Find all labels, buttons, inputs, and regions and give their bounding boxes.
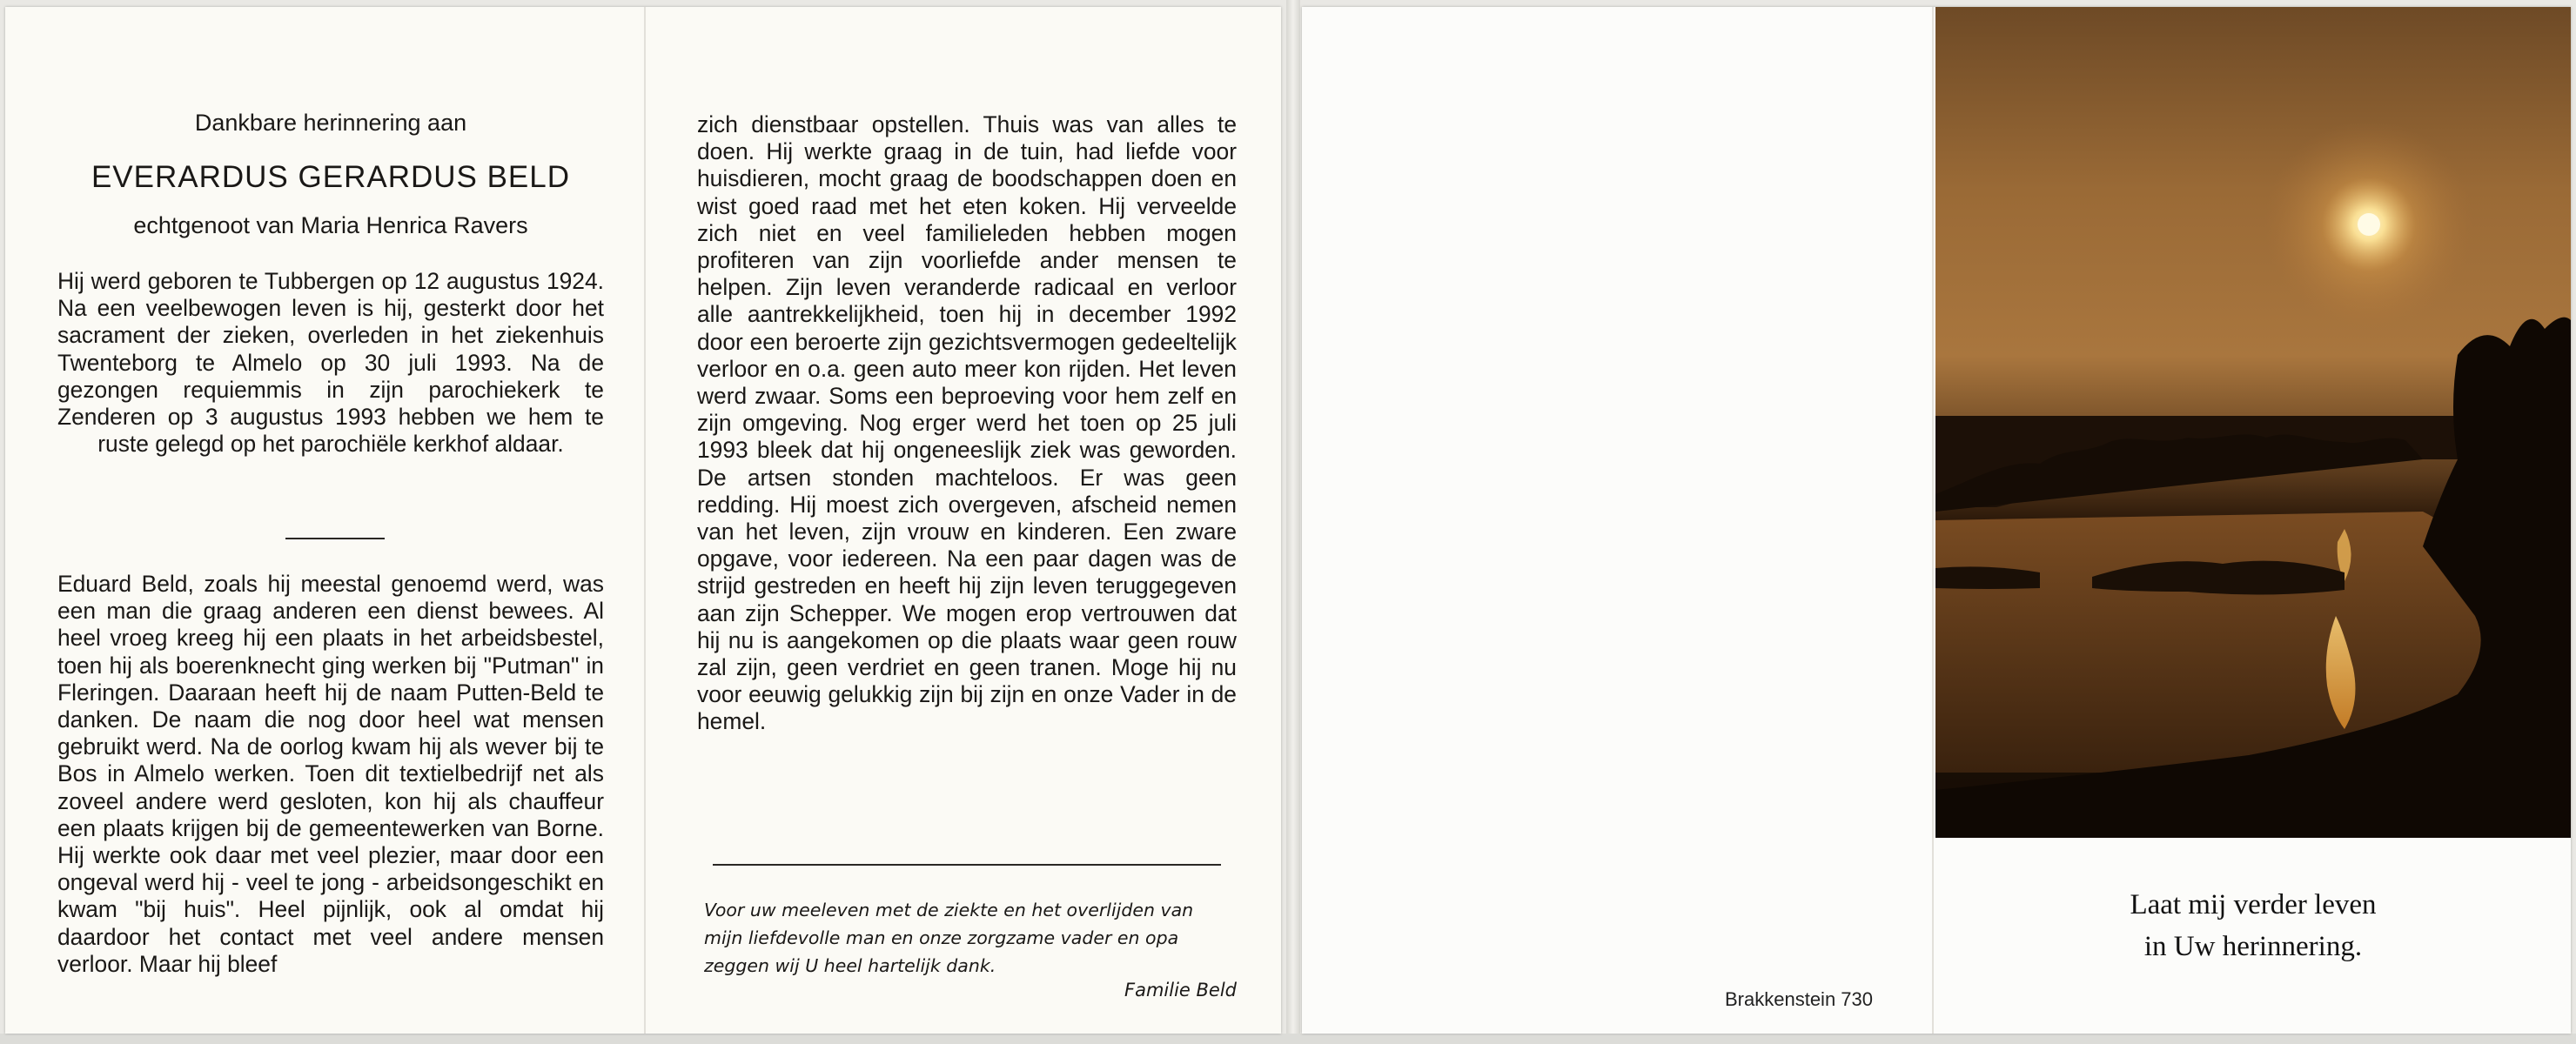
divider-short: [285, 538, 385, 539]
thanks-note: Voor uw meeleven met de ziekte en het overlijden van mijn liefdevolle man en onze zorgzame vader en opa zeggen wij U heel hartelijk dank.: [704, 900, 1194, 976]
spouse-line: echtgenoot van Maria Henrica Ravers: [133, 212, 528, 238]
sun: [2358, 213, 2380, 236]
biography-paragraph-1: Hij werd geboren te Tubbergen op 12 augustus 1924. Na een veelbewogen leven is hij, gesterkt door het sacrament der zieken, overleden in het ziekenhuis Twenteborg te Almelo op 30 juli 1993. Na de gezongen requiemmis in zijn parochiekerk te Zenderen op 3 augustus 1993 hebben we hem te ruste gelegd op het parochiële kerkhof aldaar.: [57, 268, 604, 458]
publisher-code: Brakkenstein 730: [1725, 988, 1873, 1010]
family-signature: Familie Beld: [1124, 980, 1237, 1000]
left-panel: [57, 7, 604, 1034]
caption-line-2: in Uw herinnering.: [2143, 931, 2363, 962]
outside-fold: [1932, 7, 1934, 1034]
caption-line-1: Laat mij verder leven: [2130, 889, 2377, 920]
divider-long: [713, 864, 1221, 866]
biography-paragraph-2: Eduard Beld, zoals hij meestal genoemd werd, was een man die graag anderen een dienst bewees. Al heel vroeg kreeg hij een plaats in het arbeidsbestel, toen hij als boerenknecht ging werken bij "Putman" in Fleringen. Daaraan heeft hij de naam Putten-Beld te danken. De naam die nog door heel wat mensen gebruikt werd. Na de oorlog kwam hij als wever bij te Bos in Almelo werken. Toen dit textielbedrijf net als zoveel andere werd gesloten, kon hij als chauffeur een plaats krijgen bij de gemeentewerken van Borne. Hij werkte ook daar met veel plezier, maar door een ongeval werd hij - veel te jong - arbeidsongeschikt en kwam "bij huis". Heel pijnlijk, ook al omdat hij daardoor het contact met veel andere mensen verloor. Maar hij bleef: [57, 571, 604, 977]
sunset-river-photo: [1935, 7, 2571, 838]
sunset-landscape-image: [1935, 7, 2571, 838]
memorial-caption: [1935, 884, 2571, 967]
memorial-card-inside: [5, 7, 1281, 1034]
deceased-name: EVERARDUS GERARDUS BELD: [91, 160, 571, 194]
intro-line: Dankbare herinnering aan: [194, 110, 467, 136]
biography-continued: zich dienstbaar opstellen. Thuis was van alles te doen. Hij werkte graag in de tuin, had liefde voor huisdieren, mocht graag de boodschappen doen en wist goed raad met het eten koken. Hij verveelde zich niet en veel familieleden hebben mogen profiteren van zijn voorliefde ander mensen te helpen. Zijn leven veranderde radicaal en verloor alle aantrekkelijkheid, toen hij in december 1992 door een beroerte zijn gezichtsvermogen gedeeltelijk verloor en o.a. geen auto meer kon rijden. Het leven werd zwaar. Soms een beproeving voor hem zelf en zijn omgeving. Nog erger werd het toen op 25 juli 1993 bleek dat hij ongeneeslijk ziek was geworden. De artsen stonden machteloos. Er was geen redding. Hij moest zich overgeven, afscheid nemen van het leven, zijn vrouw en kinderen. Een zware opgave, voor iedereen. Na een paar dagen was de strijd gestreden en heeft hij zijn leven teruggegeven aan zijn Schepper. We mogen erop vertrouwen dat hij nu is aangekomen op die plaats waar geen rouw zal zijn, geen verdriet en geen tranen. Moge hij nu voor eeuwig gelukkig zijn bij zijn en onze Vader in de hemel.: [697, 111, 1237, 735]
fold-gap: [1286, 0, 1300, 1044]
scan-bottom-band: [0, 1034, 2576, 1044]
right-panel: [697, 7, 1237, 1034]
memorial-card-outside: [1302, 7, 2571, 1034]
center-fold: [644, 7, 646, 1034]
